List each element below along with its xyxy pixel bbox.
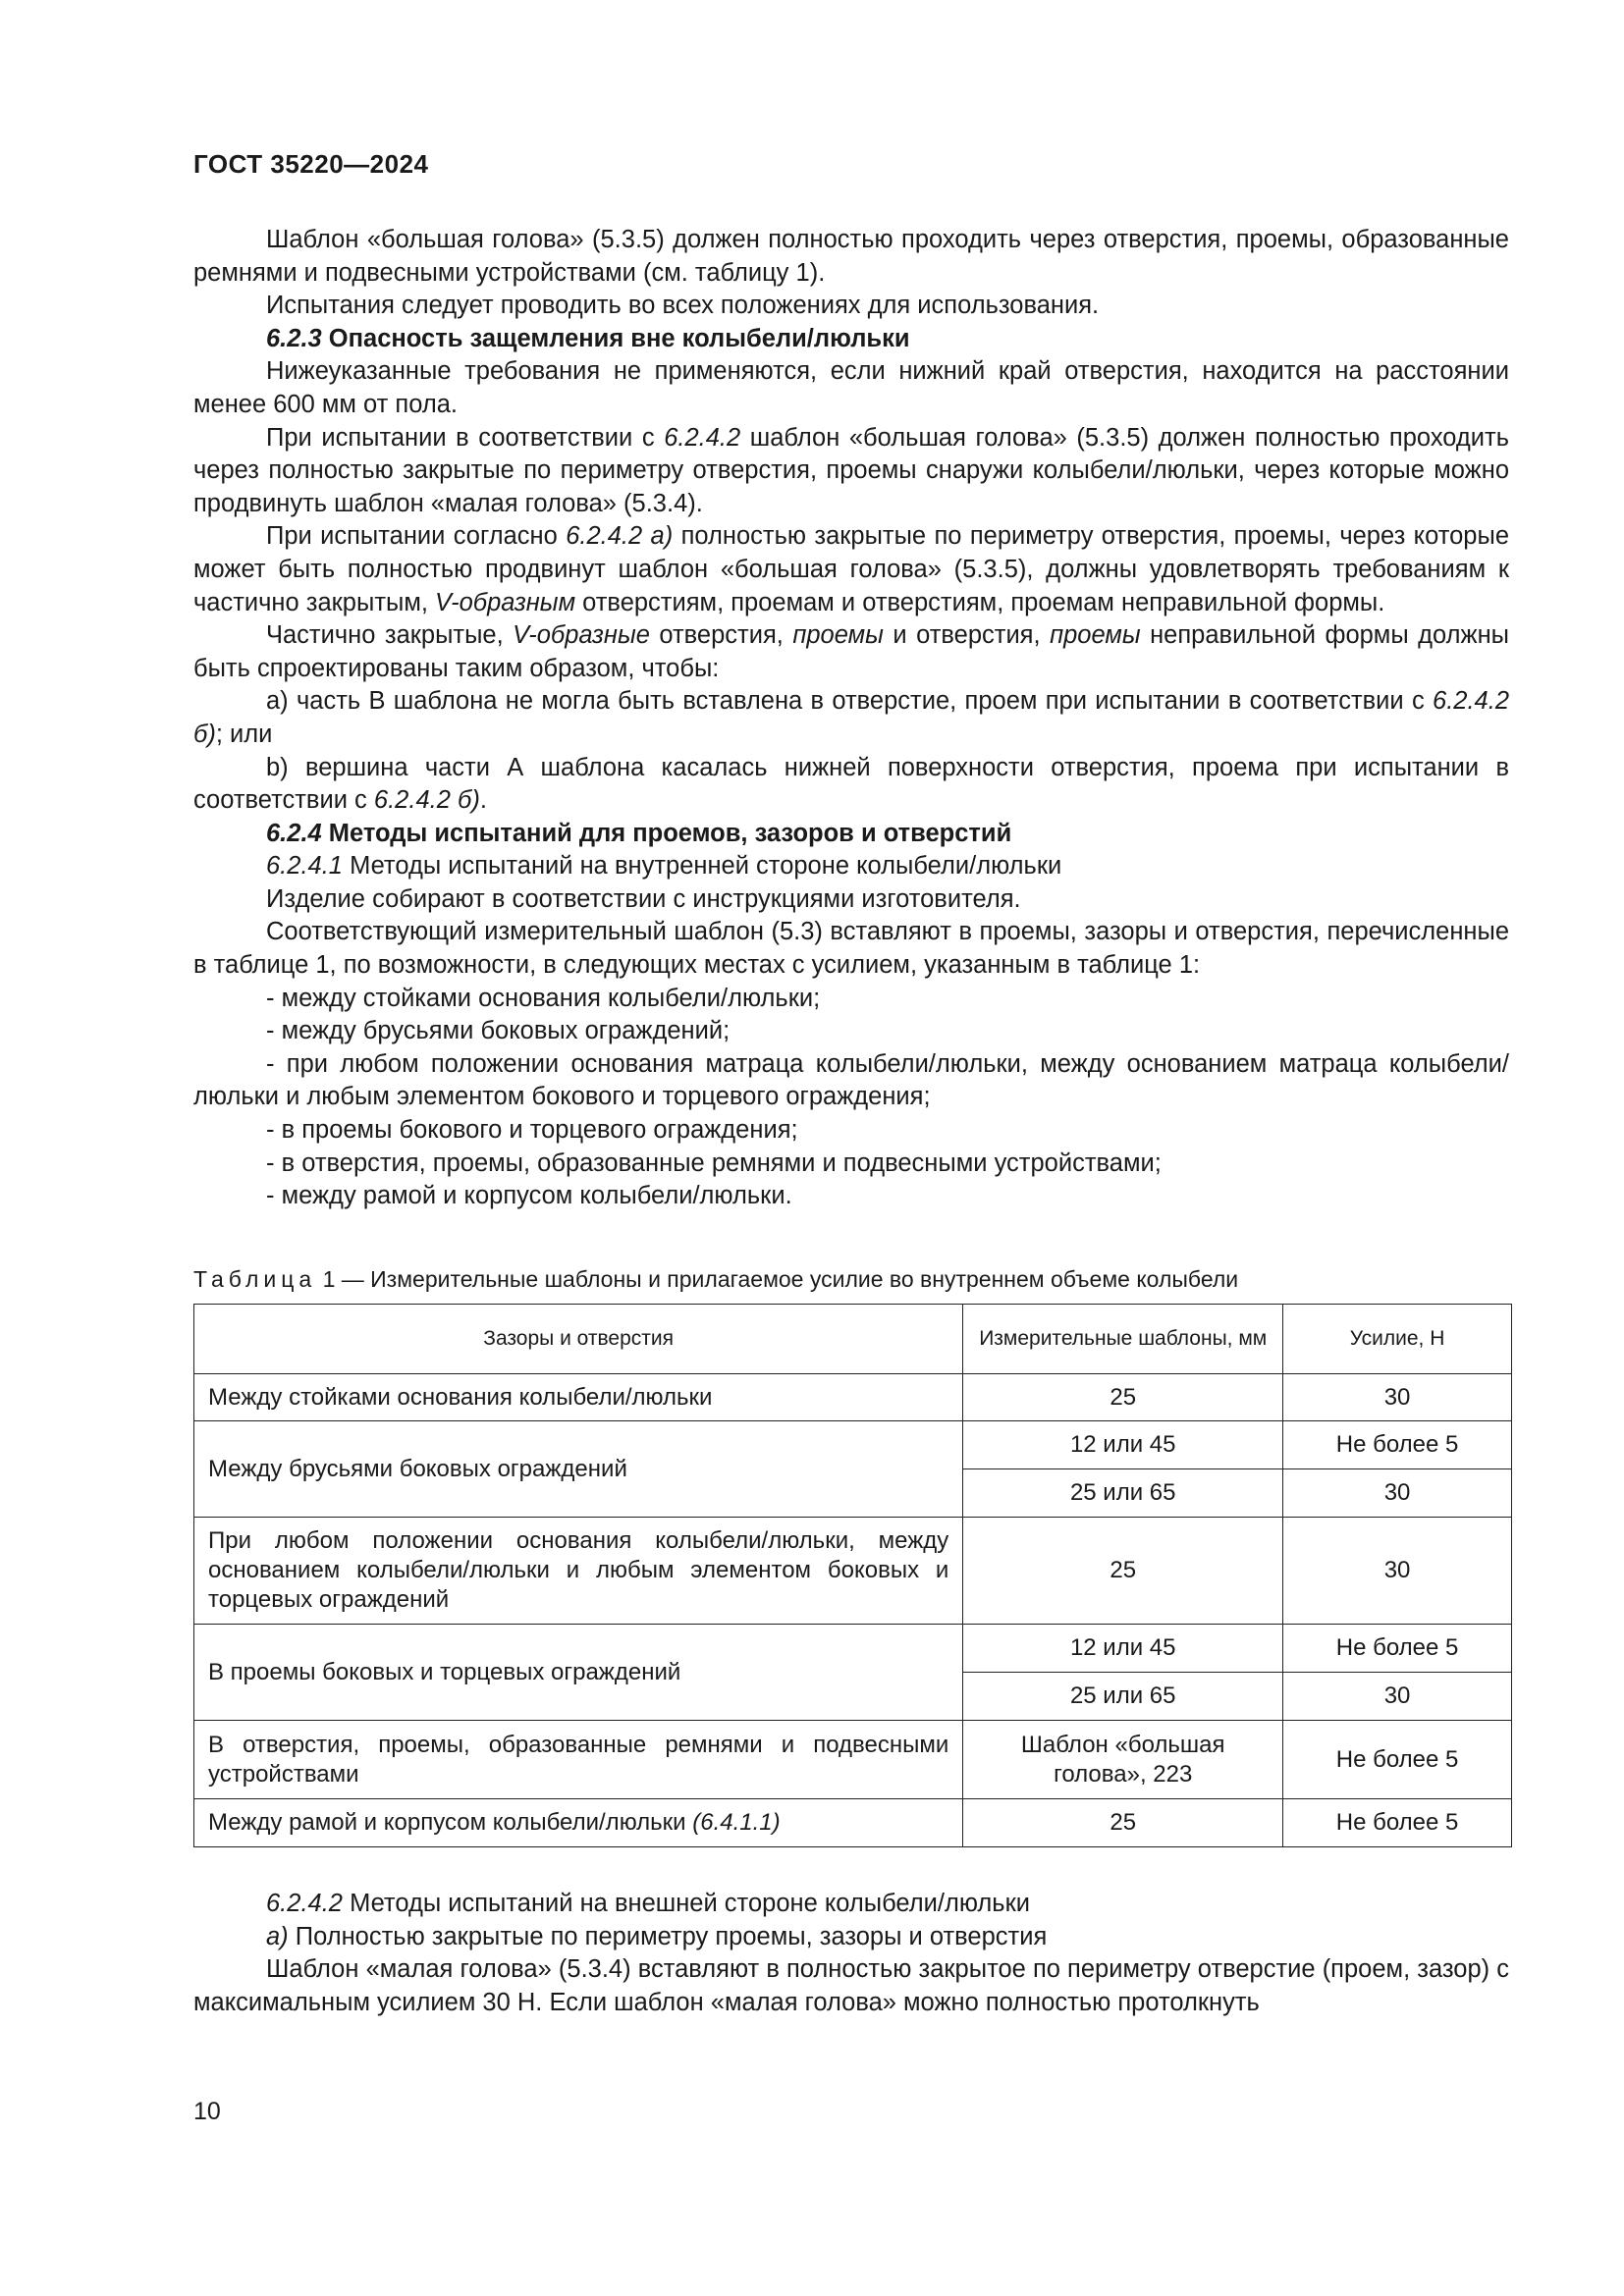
section-heading-6-2-4 bbox=[193, 818, 1509, 851]
table-cell: 30 bbox=[1283, 1518, 1512, 1625]
table-cell: Не более 5 bbox=[1283, 1799, 1512, 1847]
subclause-heading-a bbox=[193, 1921, 1509, 1954]
paragraph: Соответствующий измерительный шаблон (5.3) вставляют в проемы, зазоры и отверстия, перечисленные в таблице 1, по возможности, в следующих местах с усилием, указанным в таблице 1: bbox=[193, 918, 1509, 980]
paragraph bbox=[193, 520, 1509, 619]
clause-reference: 6.2.4.2 б) bbox=[373, 786, 480, 815]
text-run: При испытании в соответствии с bbox=[266, 423, 665, 452]
requirements-table bbox=[193, 1304, 1512, 1847]
italic-term: V-образные bbox=[513, 621, 650, 650]
list-item: - в проемы бокового и торцевого ограждения; bbox=[266, 1116, 798, 1145]
text-run: Между рамой и корпусом колыбели/люльки bbox=[208, 1809, 693, 1836]
list-item: - между стойками основания колыбели/люльки; bbox=[266, 984, 821, 1012]
table-row bbox=[194, 1799, 1512, 1847]
table-cell: 25 или 65 bbox=[963, 1469, 1283, 1518]
clause-reference: (6.4.1.1) bbox=[692, 1809, 781, 1836]
list-item-b bbox=[193, 752, 1509, 818]
table-cell: 12 или 45 bbox=[963, 1421, 1283, 1469]
subclause-title: Полностью закрытые по периметру проемы, зазоры и отверстия bbox=[288, 1922, 1048, 1950]
body-text-continued bbox=[193, 1888, 1509, 2019]
paragraph: Шаблон «малая голова» (5.3.4) вставляют в полностью закрытое по периметру отверстие (проем, зазор) с максимальным усилием 30 Н. Если шаблон «малая голова» можно полностью протолкнуть bbox=[193, 1955, 1509, 2016]
table-row bbox=[194, 1421, 1512, 1469]
section-title: Опасность защемления вне колыбели/люльки bbox=[321, 324, 910, 352]
text-run: . bbox=[479, 786, 487, 815]
table-cell: 30 bbox=[1283, 1469, 1512, 1518]
text-run: а) часть В шаблона не могла быть вставлена в отверстие, проем при испытании в соответствии с bbox=[266, 687, 1434, 716]
text-run: отверстия, bbox=[649, 621, 793, 650]
section-number: 6.2.4.1 bbox=[266, 852, 343, 881]
document-header: ГОСТ 35220—2024 bbox=[193, 149, 429, 179]
paragraph: Шаблон «большая голова» (5.3.5) должен полностью проходить через отверстия, проемы, образованные ремнями и подвесными устройствами (см. таблицу 1). bbox=[193, 226, 1509, 287]
list-item: - между брусьями боковых ограждений; bbox=[266, 1017, 731, 1045]
table-cell: 25 bbox=[963, 1374, 1283, 1421]
text-run: шаблон «большая голова» (5.3.5) должен полностью проходить через полностью закрытые по периметру отверстия, проемы снаружи колыбели/люльки, через которые можно продвинуть шаблон «малая голова» (5.3.4). bbox=[193, 423, 1509, 517]
table-cell: 30 bbox=[1283, 1673, 1512, 1721]
table-cell: В проемы боковых и торцевых ограждений bbox=[194, 1625, 963, 1721]
text-run: отверстиям, проемам и отверстиям, проемам неправильной формы. bbox=[575, 588, 1385, 616]
text-run: ; или bbox=[215, 720, 273, 748]
column-header: Зазоры и отверстия bbox=[194, 1305, 963, 1374]
list-item: - в отверстия, проемы, образованные ремнями и подвесными устройствами; bbox=[266, 1148, 1162, 1177]
table-row bbox=[194, 1518, 1512, 1625]
clause-reference: 6.2.4.2 bbox=[664, 423, 741, 452]
paragraph: Испытания следует проводить во всех положениях для использования. bbox=[266, 292, 1100, 320]
section-title: Методы испытаний на внешней стороне колыбели/люльки bbox=[342, 1890, 1030, 1917]
list-item: - при любом положении основания матраца колыбели/люльки, между основанием матраца колыбели/люльки и любым элементом бокового и торцевого ограждения; bbox=[193, 1049, 1509, 1111]
table-cell: Между брусьями боковых ограждений bbox=[194, 1421, 963, 1518]
paragraph bbox=[193, 422, 1509, 521]
text-run: полностью закрытые по периметру отверстия, проемы, через которые может быть полностью продвинут шаблон «большая голова» (5.3.5), должны удовлетворять требованиям к частично закрытым, bbox=[193, 522, 1509, 616]
table-header-row bbox=[194, 1305, 1512, 1374]
text-run: неправильной формы должны быть спроектированы таким образом, чтобы: bbox=[193, 621, 1509, 682]
table-row bbox=[194, 1625, 1512, 1673]
section-heading-6-2-3 bbox=[193, 323, 1509, 356]
table-cell: Шаблон «большая голова», 223 bbox=[963, 1721, 1283, 1799]
clause-reference: 6.2.4.2 а) bbox=[566, 522, 674, 551]
list-item: - между рамой и корпусом колыбели/люльки. bbox=[266, 1182, 792, 1210]
section-title: Методы испытаний для проемов, зазоров и отверстий bbox=[321, 819, 1012, 847]
section-number: 6.2.4 bbox=[266, 819, 322, 847]
column-header: Усилие, Н bbox=[1283, 1305, 1512, 1374]
clause-reference: 6.2.4.2 б) bbox=[193, 687, 1509, 748]
italic-term: проемы bbox=[1050, 621, 1141, 650]
text-run: b) вершина части А шаблона касалась нижней поверхности отверстия, проема при испытании в соответствии с bbox=[193, 753, 1509, 815]
table-cell: 30 bbox=[1283, 1374, 1512, 1421]
subsection-heading-6-2-4-2 bbox=[193, 1888, 1509, 1921]
page-number: 10 bbox=[193, 2098, 221, 2125]
italic-term: проемы bbox=[792, 621, 884, 650]
italic-term: V-образным bbox=[435, 588, 576, 616]
body-text bbox=[193, 224, 1509, 1213]
paragraph bbox=[193, 619, 1509, 685]
table-row bbox=[194, 1374, 1512, 1421]
table-cell: Не более 5 bbox=[1283, 1421, 1512, 1469]
subclause-marker: а) bbox=[266, 1922, 289, 1950]
section-number: 6.2.3 bbox=[266, 324, 322, 352]
table-cell bbox=[194, 1799, 963, 1847]
paragraph: Изделие собирают в соответствии с инструкциями изготовителя. bbox=[266, 884, 1021, 913]
text-run: и отверстия, bbox=[883, 621, 1051, 650]
table-caption bbox=[193, 1264, 1238, 1294]
table-cell: Не более 5 bbox=[1283, 1625, 1512, 1673]
subsection-heading-6-2-4-1 bbox=[193, 850, 1509, 883]
table-cell: Между стойками основания колыбели/люльки bbox=[194, 1374, 963, 1421]
table-cell: 25 bbox=[963, 1518, 1283, 1625]
table-cell: 12 или 45 bbox=[963, 1625, 1283, 1673]
table-cell: При любом положении основания колыбели/люльки, между основанием колыбели/люльки и любым элементом боковых и торцевых ограждений bbox=[194, 1518, 963, 1625]
section-number: 6.2.4.2 bbox=[266, 1890, 343, 1917]
text-run: Частично закрытые, bbox=[266, 621, 514, 650]
caption-label: Таблица bbox=[193, 1266, 317, 1292]
caption-text: 1 — Измерительные шаблоны и прилагаемое усилие во внутреннем объеме колыбели bbox=[316, 1266, 1239, 1292]
table-row bbox=[194, 1721, 1512, 1799]
text-run: При испытании согласно bbox=[266, 522, 567, 551]
table-cell: Не более 5 bbox=[1283, 1721, 1512, 1799]
table-cell: В отверстия, проемы, образованные ремнями и подвесными устройствами bbox=[194, 1721, 963, 1799]
list-item-a bbox=[193, 685, 1509, 751]
section-title: Методы испытаний на внутренней стороне колыбели/люльки bbox=[342, 852, 1062, 881]
table-cell: 25 или 65 bbox=[963, 1673, 1283, 1721]
paragraph: Нижеуказанные требования не применяются, если нижний край отверстия, находится на расстоянии менее 600 мм от пола. bbox=[193, 357, 1509, 418]
column-header: Измерительные шаблоны, мм bbox=[963, 1305, 1283, 1374]
table-cell: 25 bbox=[963, 1799, 1283, 1847]
